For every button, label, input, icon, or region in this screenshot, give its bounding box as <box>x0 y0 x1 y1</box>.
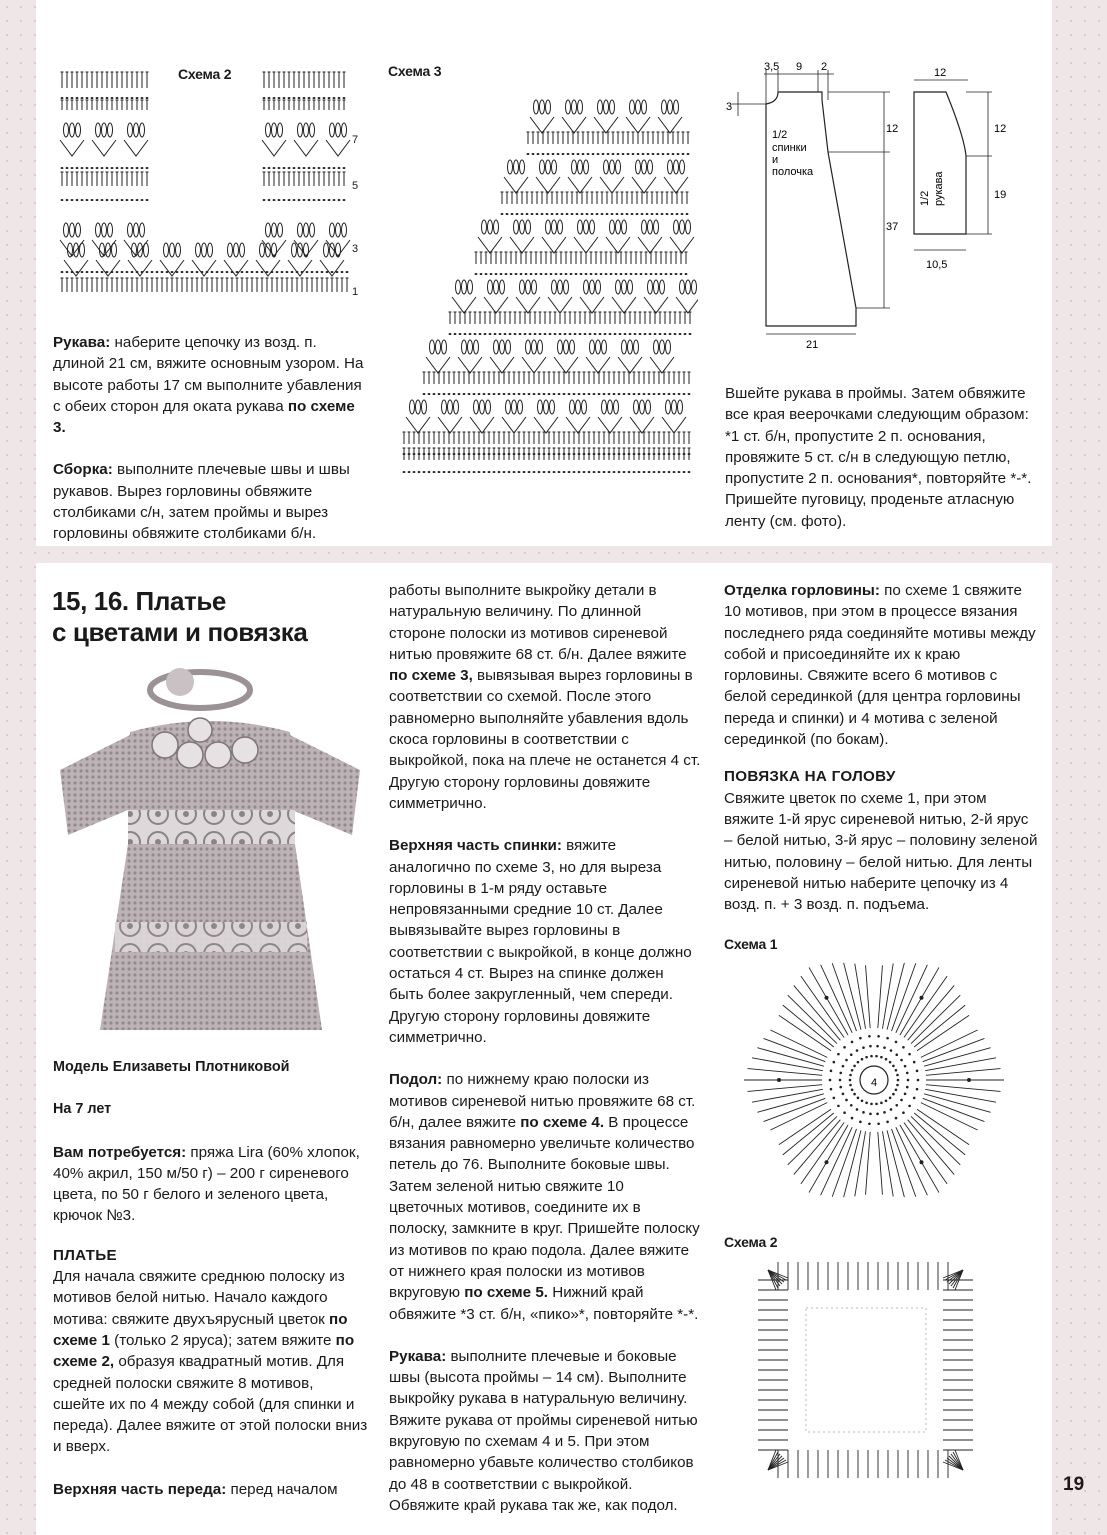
garment-pattern <box>724 56 1024 356</box>
dress-bold-a: по схеме 1 <box>53 1310 348 1349</box>
label-half-2: 1/2 <box>919 190 931 206</box>
right-top-text <box>725 383 1037 532</box>
right-bottom-text <box>724 580 1038 915</box>
dim-armhole-h: 12 <box>886 123 899 135</box>
hem-bold-b: по схеме 5. <box>464 1284 548 1302</box>
dim-sleeve-h: 19 <box>994 189 1007 201</box>
headband-text: Свяжите цветок по схеме 1, при этом вяжите 1-й ярус сиреневой нитью, 2-й ярус – белой нитью, 3-й ярус – половину зеленой нитью, половину – белой нитью. Для ленты сиреневой нитью наберите цепочку из 4 возд. п. + 3 возд. п. подъема. <box>724 789 1038 914</box>
title-line-1: 15, 16. Платье <box>52 586 226 616</box>
left-bottom-text <box>53 1057 369 1500</box>
title-line-2: с цветами и повязка <box>52 617 308 647</box>
dress-text-a: Для начала свяжите среднюю полоску из мотивов белой нитью. Начало каждого мотива: свяжите двухъярусный цветок <box>53 1268 345 1328</box>
neck-label: Отделка горловины: <box>724 582 880 599</box>
dim-w3: 2 <box>821 61 828 73</box>
page-number: 19 <box>1063 1474 1085 1495</box>
model-credit: Модель Елизаветы Плотниковой <box>53 1059 290 1075</box>
hem-text-c: Нижний край обвяжите *3 ст. б/н, «пико»*, повторяйте *-*. <box>389 1284 699 1323</box>
row-number-5: 5 <box>352 180 359 192</box>
label-back: спинки <box>772 142 807 154</box>
right-top-paragraph: Вшейте рукава в проймы. Затем обвяжите все края веерочками следующим образом: *1 ст. б/н, пропустите 2 п. основания, провяжите 5 ст. с/н в следующую петлю, пропустите 2 п. основания*, повторяйте *-*. Пришейте пуговицу, проденьте атласную ленту (см. фото). <box>725 385 1032 530</box>
dress-photo <box>60 660 360 1040</box>
label-sleeve: рукава <box>933 171 945 206</box>
dim-sleeve-cap: 12 <box>994 123 1007 135</box>
dress-text-b: (только 2 яруса); затем вяжите <box>109 1331 336 1349</box>
schema-3-diagram <box>398 82 698 494</box>
schema-2-bottom-label: Схема 2 <box>724 1234 778 1250</box>
schema-1-flower-diagram <box>734 938 1014 1218</box>
assembly-label: Сборка: <box>53 461 113 479</box>
dim-neck-h: 3 <box>726 101 733 113</box>
dress-text-c: образуя квадратный мотив. Для средней полоски свяжите 8 мотивов, сшейте их по 4 между собой (для спинки и переда). Далее вяжите от этой полоски вниз и вверх. <box>53 1353 368 1456</box>
middle-bottom-text <box>389 580 701 1516</box>
need-text: пряжа Lira (60% хлопок, 40% акрил, 150 м/50 г) – 200 г сиреневого цвета, по 50 г белого и зеленого цвета, крючок №3. <box>53 1143 360 1225</box>
dress-heading: ПЛАТЬЕ <box>53 1246 117 1264</box>
article-title <box>52 586 307 648</box>
back-text: вяжите аналогично по схеме 3, но для выреза горловины в 1-м ряду оставьте непровязанными средние 10 ст. Далее вывязывайте вырез горловины в соответствии с выкройкой, в конце должно остаться 4 ст. Вырез на спинке должен быть более закругленный, чем спереди. Другую сторону горловины довяжите симметрично. <box>389 837 692 1046</box>
need-label: Вам потребуется: <box>53 1143 187 1161</box>
hem-label: Подол: <box>389 1071 443 1089</box>
dress-bold-b: по схеме 2, <box>53 1331 355 1371</box>
front-label: Верхняя часть переда: <box>53 1480 227 1498</box>
label-front: полочка <box>772 166 814 178</box>
schema-2-label: Схема 2 <box>178 66 232 82</box>
schema-1-center-number: 4 <box>870 1077 878 1089</box>
dim-body-h: 37 <box>886 221 899 233</box>
hem-bold-a: по схеме 4. <box>520 1113 605 1131</box>
schema-2-square-diagram <box>748 1250 983 1490</box>
schema-3-label: Схема 3 <box>388 63 442 79</box>
dim-w1: 3,5 <box>764 61 780 73</box>
label-half-1: 1/2 <box>772 129 788 141</box>
sleeves-text: наберите цепочку из возд. п. длиной 21 см, вяжите основным узором. На высоте работы 17 см выполните убавления с обеих сторон для оката рукава <box>53 334 364 415</box>
front-bold: по схеме 3, <box>389 667 473 685</box>
assembly-text: выполните плечевые швы и швы рукавов. Вырез горловины обвяжите столбиками с/н, затем проймы и вырез горловины обвяжите столбиками б/н. <box>53 461 350 543</box>
sleeves-bold-end: по схеме 3. <box>53 397 355 437</box>
sleeve-label: Рукава: <box>389 1347 447 1365</box>
headband-heading: ПОВЯЗКА НА ГОЛОВУ <box>724 768 896 786</box>
sleeves-label: Рукава: <box>53 334 111 351</box>
row-number-3: 3 <box>352 243 359 255</box>
dim-bottom-w: 21 <box>806 339 819 351</box>
neck-text: по схеме 1 свяжите 10 мотивов, при этом в процессе вязания последнего ряда соединяйте мотивы между собой и присоединяйте их к краю горловины. Свяжите всего 6 мотивов с белой серединкой (для центра горловины переда и спинки) и 4 мотива с зеленой серединкой (по бокам). <box>724 582 1036 749</box>
sleeves-text-block <box>53 332 367 545</box>
dim-w2: 9 <box>796 61 803 73</box>
front-text-a-start: перед началом <box>226 1480 338 1498</box>
hem-text-a: по нижнему краю полоски из мотивов сиреневой нитью провяжите 68 ст. б/н, далее вяжите <box>389 1071 696 1131</box>
sleeve-text: выполните плечевые и боковые швы (высота проймы – 14 см). Выполните выкройку рукава в натуральную величину. Вяжите рукава от проймы сиреневой нитью вкруговую по схемам 4 и 5. При этом равномерно убавьте количество столбиков до 48 в соответствии с выкройкой. Обвяжите край рукава так же, как подол. <box>389 1347 698 1514</box>
schema-1-label: Схема 1 <box>724 936 778 952</box>
dim-sleeve-bottom: 10,5 <box>926 259 948 271</box>
front-text-a: работы выполните выкройку детали в натуральную величину. По длинной стороне полоски из мотивов сиреневой нитью провяжите 68 ст. б/н. Далее вяжите <box>389 582 687 663</box>
schema-2-diagram <box>58 60 368 305</box>
dim-sleeve-top: 12 <box>934 67 947 79</box>
hem-text-b: В процессе вязания равномерно увеличьте количество петель до 76. Выполните боковые швы. Затем зеленой нитью свяжите 10 цветочных мотивов, соедините их в полоску, замкните в круг. Пришейте полоску из мотивов по краю подола. Далее вяжите от нижнего края полоски из мотивов вкруговую <box>389 1113 700 1302</box>
row-number-7: 7 <box>352 134 359 146</box>
label-and: и <box>772 154 779 166</box>
back-label: Верхняя часть спинки: <box>389 837 562 855</box>
age: На 7 лет <box>53 1101 112 1118</box>
front-text-b: вывязывая вырез горловины в соответствии со схемой. После этого равномерно выполняйте убавления вдоль скоса горловины в соответствии с выкройкой, пока на плече не останется 4 ст. Другую сторону горловины довяжите симметрично. <box>389 667 701 812</box>
row-number-1: 1 <box>352 286 359 298</box>
